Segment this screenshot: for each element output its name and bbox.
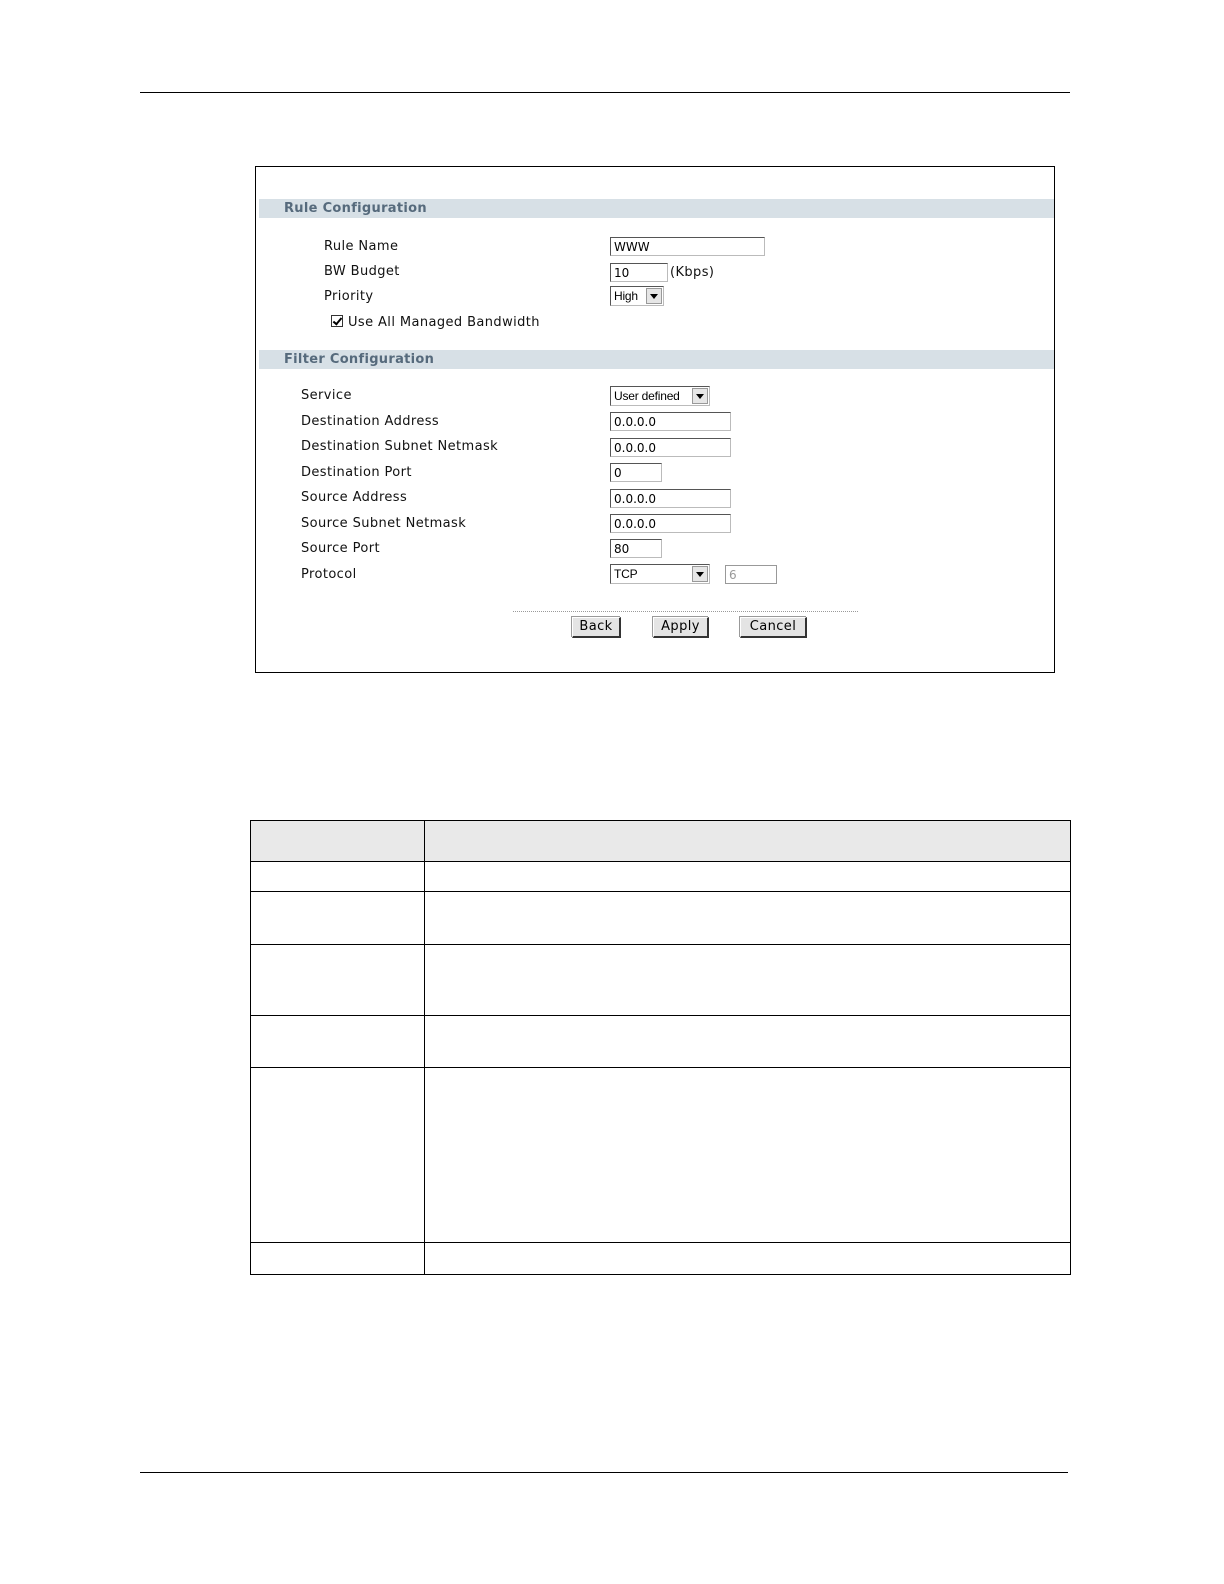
table-cell	[425, 862, 1071, 892]
table-header-row	[251, 821, 1071, 862]
destination-subnet-netmask-input[interactable]	[610, 438, 731, 457]
source-address-input[interactable]	[610, 489, 731, 508]
table-cell	[425, 1068, 1071, 1243]
cancel-button[interactable]: Cancel	[740, 617, 807, 638]
source-port-input[interactable]	[610, 539, 662, 558]
rule-setup-screen	[255, 166, 1055, 673]
source-address-label: Source Address	[301, 490, 408, 505]
rule-name-label: Rule Name	[324, 239, 399, 254]
table-header-cell	[425, 821, 1071, 862]
destination-address-input[interactable]	[610, 412, 731, 431]
apply-button[interactable]: Apply	[653, 617, 709, 638]
table-row	[251, 1068, 1071, 1243]
table-cell	[251, 1068, 425, 1243]
use-all-bandwidth-label: Use All Managed Bandwidth	[348, 315, 540, 330]
service-select[interactable]	[610, 386, 710, 406]
table-cell	[425, 1243, 1071, 1275]
table-cell	[425, 945, 1071, 1016]
service-select-value: User defined	[614, 389, 680, 403]
priority-select-value: High	[614, 289, 638, 303]
destination-port-label: Destination Port	[301, 465, 412, 480]
priority-select[interactable]	[610, 286, 664, 306]
protocol-select[interactable]	[610, 564, 710, 584]
destination-port-input[interactable]	[610, 463, 662, 482]
table-cell	[251, 1016, 425, 1068]
bw-budget-unit: (Kbps)	[670, 265, 715, 280]
chevron-down-icon[interactable]	[692, 566, 708, 582]
priority-label: Priority	[324, 289, 374, 304]
header-rule	[140, 92, 1070, 93]
chevron-down-icon[interactable]	[692, 388, 708, 404]
table-cell	[425, 1016, 1071, 1068]
source-port-label: Source Port	[301, 541, 380, 556]
table-cell	[251, 892, 425, 945]
protocol-select-value: TCP	[614, 567, 638, 581]
bw-budget-label: BW Budget	[324, 264, 400, 279]
source-subnet-netmask-input[interactable]	[610, 514, 731, 533]
protocol-label: Protocol	[301, 567, 357, 582]
back-button[interactable]: Back	[572, 617, 621, 638]
table-cell	[251, 945, 425, 1016]
service-label: Service	[301, 388, 352, 403]
use-all-bandwidth-checkbox[interactable]	[331, 315, 343, 327]
rule-name-input[interactable]	[610, 237, 765, 256]
table-row	[251, 862, 1071, 892]
table-row	[251, 892, 1071, 945]
footer-rule	[140, 1472, 1068, 1473]
table-cell	[251, 1243, 425, 1275]
protocol-number-input[interactable]	[725, 565, 777, 584]
destination-address-label: Destination Address	[301, 414, 440, 429]
table-cell	[425, 892, 1071, 945]
chevron-down-icon[interactable]	[646, 288, 662, 304]
button-divider	[513, 611, 858, 612]
destination-subnet-netmask-label: Destination Subnet Netmask	[301, 439, 499, 454]
bw-budget-input[interactable]	[610, 263, 668, 282]
table-row	[251, 1016, 1071, 1068]
table-cell	[251, 862, 425, 892]
table-row	[251, 945, 1071, 1016]
filter-configuration-header: Filter Configuration	[259, 350, 1054, 369]
field-description-table	[250, 820, 1071, 1275]
table-header-cell	[251, 821, 425, 862]
source-subnet-netmask-label: Source Subnet Netmask	[301, 516, 467, 531]
rule-configuration-header: Rule Configuration	[259, 199, 1054, 218]
table-row	[251, 1243, 1071, 1275]
